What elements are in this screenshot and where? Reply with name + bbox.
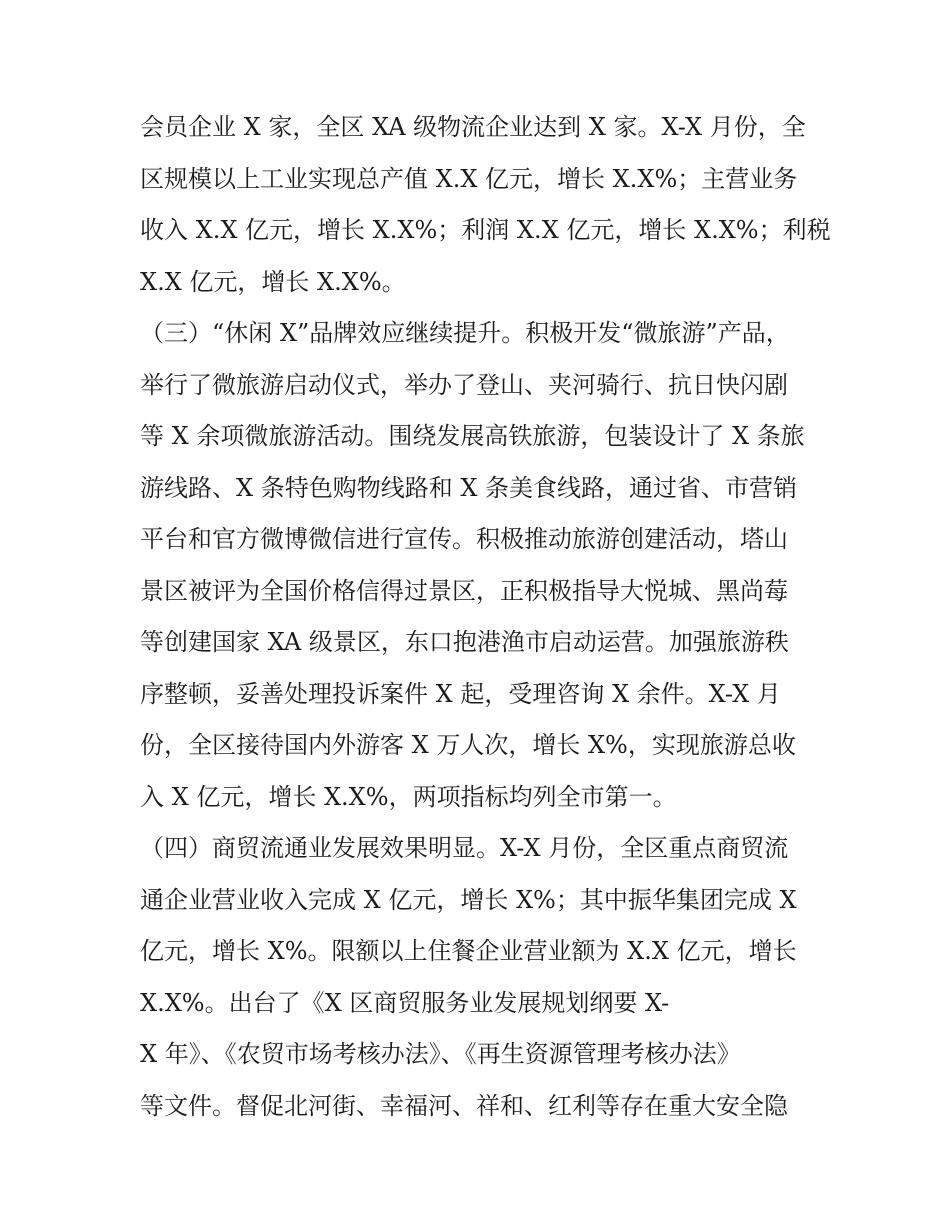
text-line-17: 亿元，增长 X%。限额以上住餐企业营业额为 X.X 亿元，增长 — [140, 937, 797, 965]
text-line-11: 等创建国家 XA 级景区，东口抱港渔市启动运营。加强旅游秩 — [140, 628, 789, 656]
text-line-18: X.X%。出台了《X 区商贸服务业发展规划纲要 X- — [140, 988, 670, 1017]
text-line-10: 景区被评为全国价格信得过景区，正积极指导大悦城、黑尚莓 — [140, 576, 788, 605]
body-text — [140, 102, 831, 1132]
text-line-1: 会员企业 X 家，全区 XA 级物流企业达到 X 家。X-X 月份，全 — [140, 113, 806, 141]
text-line-7: 等 X 余项微旅游活动。围绕发展高铁旅游，包装设计了 X 条旅 — [140, 422, 805, 450]
text-line-8: 游线路、X 条特色购物线路和 X 条美食线路，通过省、市营销 — [140, 473, 798, 502]
text-line-6: 举行了微旅游启动仪式，举办了登山、夹河骑行、抗日快闪剧 — [140, 370, 788, 399]
text-line-19: X 年》、《农贸市场考核办法》、《再生资源管理考核办法》 — [140, 1040, 741, 1068]
text-line-9: 平台和官方微博微信进行宣传。积极推动旅游创建活动，塔山 — [140, 525, 788, 553]
text-line-3: 收入 X.X 亿元，增长 X.X%；利润 X.X 亿元，增长 X.X%；利税 — [140, 216, 831, 244]
text-line-20: 等文件。督促北河街、幸福河、祥和、红利等存在重大安全隐 — [140, 1091, 788, 1120]
text-line-14: 入 X 亿元，增长 X.X%，两项指标均列全市第一。 — [140, 782, 677, 811]
text-line-13: 份，全区接待国内外游客 X 万人次，增长 X%，实现旅游总收 — [140, 731, 796, 759]
text-line-2: 区规模以上工业实现总产值 X.X 亿元，增长 X.X%；主营业务 — [140, 164, 798, 193]
text-line-15: （四）商贸流通业发展效果明显。X-X 月份，全区重点商贸流 — [140, 834, 789, 862]
text-line-4: X.X 亿元，增长 X.X%。 — [140, 267, 406, 296]
text-line-16: 通企业营业收入完成 X 亿元，增长 X%；其中振华集团完成 X — [140, 885, 797, 914]
text-line-12: 序整顿，妥善处理投诉案件 X 起，受理咨询 X 余件。X-X 月 — [140, 679, 781, 708]
text-line-5: （三）“休闲 X”品牌效应继续提升。积极开发“微旅游”产品， — [140, 319, 790, 347]
